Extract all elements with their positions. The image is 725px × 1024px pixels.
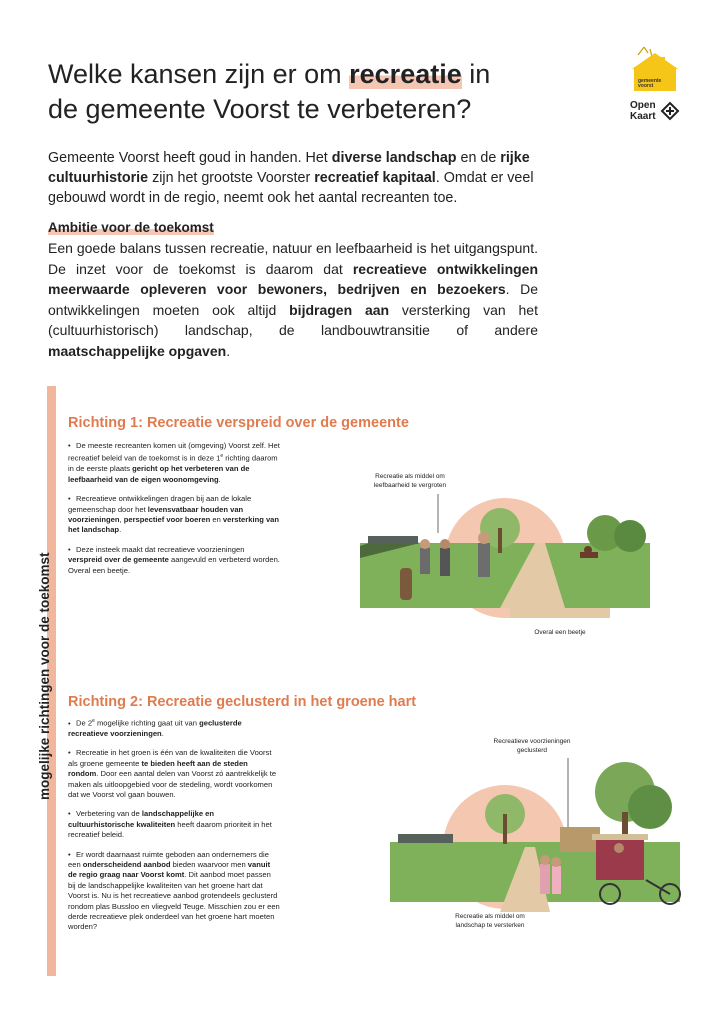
richting1-title: Richting 1: Recreatie verspreid over de gemeente <box>68 415 409 431</box>
side-label: mogelijke richtingen voor de toekomst <box>37 552 52 800</box>
landscape-illustration-1 <box>360 488 650 638</box>
list-item: • Recreatie in het groen is één van de kwaliteiten die Voorst als groene gemeente te bieden heeft aan de steden rondom. Door een aantal delen van Voorst zó aantrekkelijk te maken als uitloopgebied voor de stedeling, wordt voorkomen dat we Voorst vol gaan bouwen. <box>68 748 277 799</box>
logo-line1: Open <box>630 100 656 111</box>
logo-line2: Kaart <box>630 111 656 122</box>
richting1-caption2: Overal een beetje <box>534 629 586 636</box>
page-title: Welke kansen zijn er om recreatie in de gemeente Voorst te verbeteren? <box>48 59 491 124</box>
list-item: • Verbetering van de landschappelijke en cultuurhistorische kwaliteiten heeft daarom prioriteit in het recreatief beleid. <box>68 809 272 840</box>
list-item: • Er wordt daarnaast ruimte geboden aan ondernemers die een onderscheidend aanbod bieden waarvoor men vanuit de regio graag naar Voorst komt. Dit aanbod moet passen bij de landschappelijke kwaliteiten van het groene hart dat Voorst is. Nu is het recreatieve aanbod grotendeels geclusterd rondom plas Bussloo en vliegveld Teuge. Misschien zou er een derde recreatieve plek onderdeel van het groene hart moeten worden? <box>68 849 280 932</box>
ambitie-paragraph: Een goede balans tussen recreatie, natuur en leefbaarheid is het uitgangspunt. De inzet voor de toekomst is daarom dat recreatieve ontwikkelingen meerwaarde opleveren voor bewoners, bedrijven en bezoekers. De ontwikkelingen moeten ook altijd bijdragen aan versterking van het (cultuurhistorisch) landschap, de landbouwtransitie of andere maatschappelijke opgaven. <box>48 240 539 359</box>
richting1-bullets <box>68 441 280 585</box>
landscape-illustration-2 <box>360 752 690 917</box>
richting2-caption2: Recreatie als middel om landschap te versterken <box>455 913 525 929</box>
richting2-title: Richting 2: Recreatie geclusterd in het groene hart <box>68 694 417 710</box>
list-item: • De 2e mogelijke richting gaat uit van geclusterde recreatieve voorzieningen. <box>68 718 242 738</box>
mark-icon <box>660 101 680 121</box>
list-item: • De meeste recreanten komen uit (omgeving) Voorst zelf. Het recreatief beleid van de toekomst is in deze 1e richting daarom in de eerste plaats gericht op het verbeteren van de leefbaarheid van de eigen woonomgeving. <box>68 441 280 484</box>
richting2-caption1: Recreatieve voorzieningen geclusterd <box>493 738 571 754</box>
richting2-bullets <box>68 716 280 942</box>
logo-badge-line1: gemeente <box>638 78 662 84</box>
list-item: • Deze insteek maakt dat recreatieve voorzieningen verspreid over de gemeente aangevuld en verbeterd worden. Overal een beetje. <box>68 544 280 575</box>
intro-paragraph: Gemeente Voorst heeft goud in handen. Het diverse landschap en de rijke cultuurhistorie zijn het grootste Voorster recreatief kapitaal. Omdat er veel gebouwd wordt in de regio, neemt ook het aantal recreanten toe. <box>48 150 534 206</box>
ambitie-heading: Ambitie voor de toekomst <box>48 220 214 235</box>
logo <box>628 45 684 125</box>
title-highlight: recreatie <box>349 59 462 89</box>
richting1-caption1: Recreatie als middel om leefbaarheid te vergroten <box>373 473 447 489</box>
list-item: • Recreatieve ontwikkelingen dragen bij aan de lokale gemeenschap door het levensvatbaar houden van voorzieningen, perspectief voor boeren en versterking van het landschap. <box>68 494 280 535</box>
logo-badge-line2: voorst <box>638 83 654 89</box>
